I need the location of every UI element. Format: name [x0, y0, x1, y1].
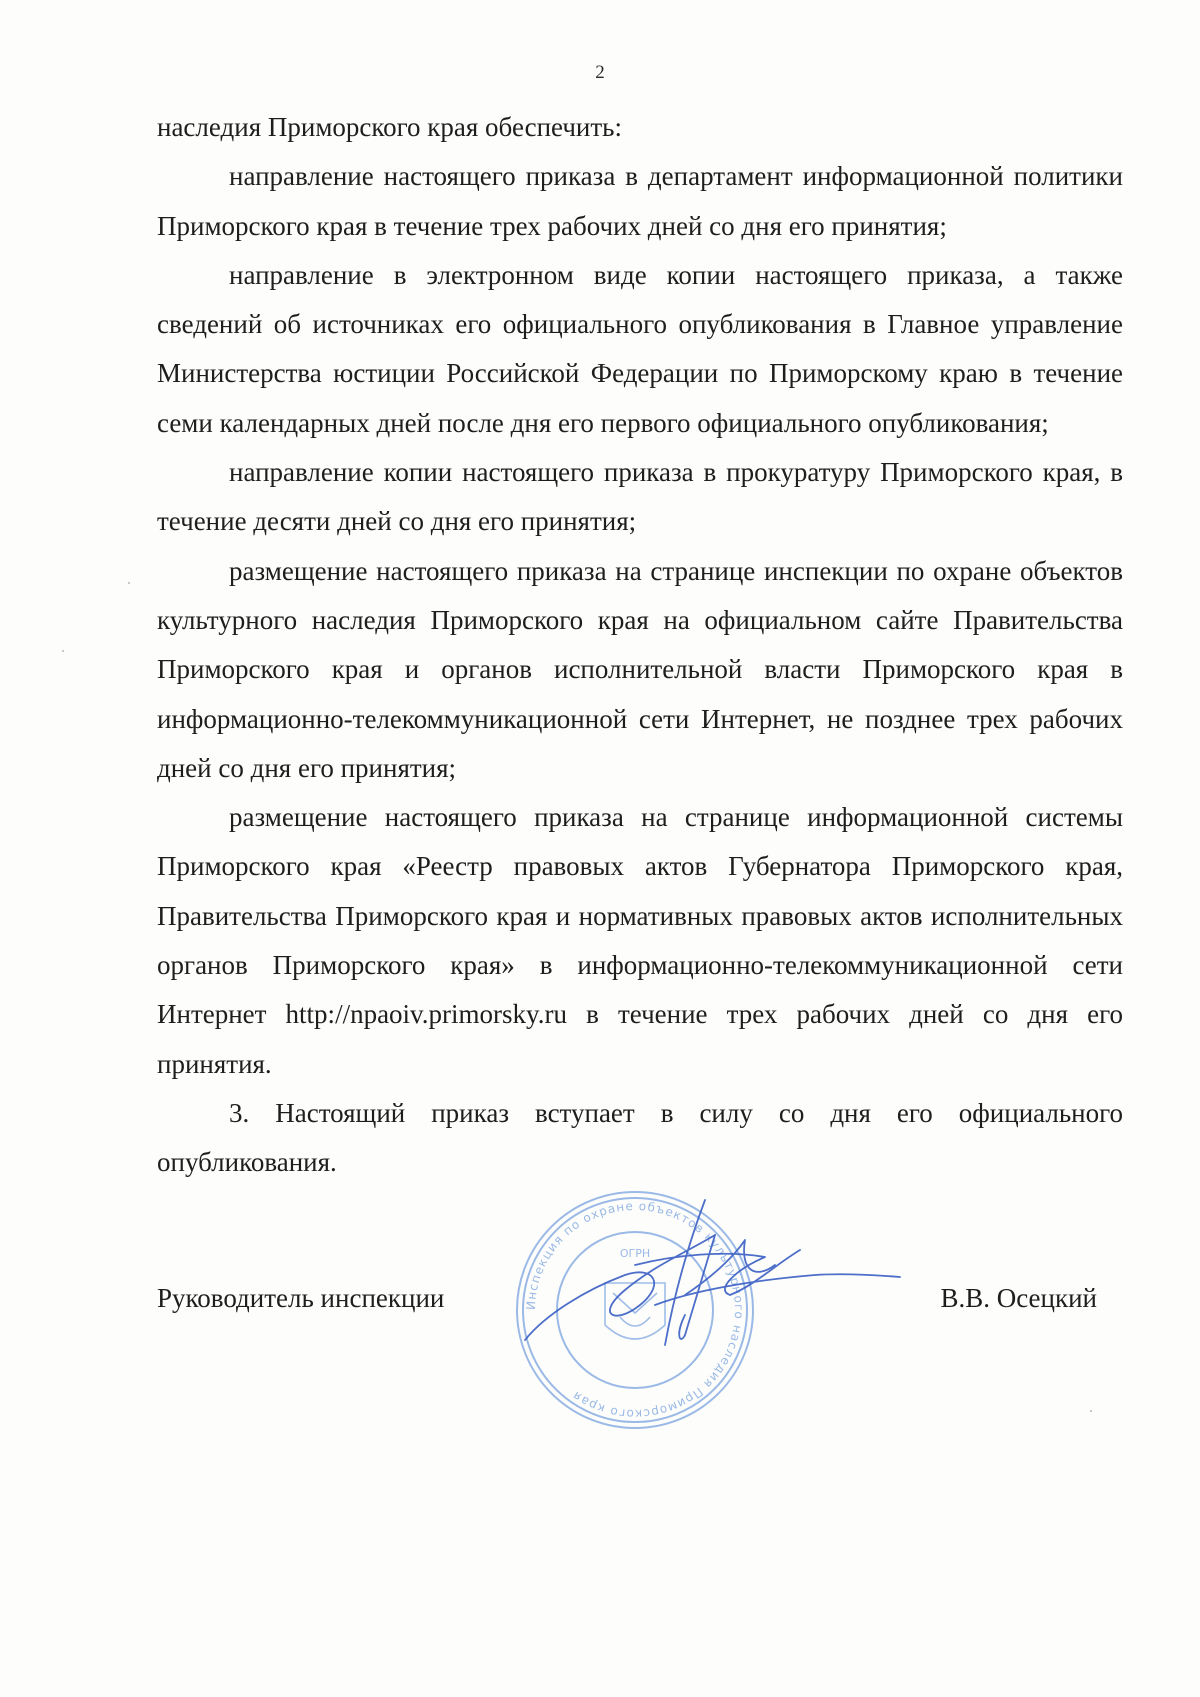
signatory-position: Руководитель инспекции [157, 1283, 445, 1313]
document-body [157, 103, 1123, 1188]
paragraph-continuation: наследия Приморского края обеспечить: [157, 112, 622, 142]
scan-speck [62, 650, 64, 652]
paragraph-publish-on-website: размещение настоящего приказа на странице инспекции по охране объектов культурного наследия Приморского края на официальном сайте Правительства Приморского края и органов исполнительной власти Приморского края в информационно-телекоммуникационной сети Интернет, не позднее трех рабочих дней со дня его принятия; [157, 555, 1123, 783]
seal-ring-text: Инспекция по охране объектов культурного наследия Приморского края [523, 1198, 747, 1422]
paragraph-send-to-prosecutor: направление копии настоящего приказа в прокуратуру Приморского края, в течение десяти дней со дня его принятия; [157, 457, 1123, 537]
paragraph-send-to-ministry-of-justice: направление в электронном виде копии настоящего приказа, а также сведений об источниках его официального опубликования в Главное управление Министерства юстиции Российской Федерации по Приморскому краю в течение семи календарных дней после дня его первого официального опубликования; [157, 259, 1123, 438]
paragraph-send-to-info-policy: направление настоящего приказа в департамент информационной политики Приморского края в течение трех рабочих дней со дня его принятия; [157, 161, 1123, 241]
signatory-name: В.В. Осецкий [940, 1283, 1097, 1313]
handwritten-signature [515, 1195, 915, 1365]
page-number: 2 [595, 62, 605, 83]
seal-ogrn-label: ОГРН [619, 1247, 651, 1260]
scan-speck [128, 582, 130, 584]
paragraph-entry-into-force: 3. Настоящий приказ вступает в силу со дня его официального опубликования. [157, 1097, 1123, 1178]
scan-speck [1090, 1410, 1092, 1412]
paragraph-publish-in-registry: размещение настоящего приказа на странице информационной системы Приморского края «Реестр правовых актов Губернатора Приморского края, Правительства Приморского края и нормативных правовых актов исполнительных органов Приморского края» в информационно-телекоммуникационной сети Интернет http://npaoiv.primorsky.ru в течение трех рабочих дней со дня его принятия. [157, 802, 1123, 1079]
